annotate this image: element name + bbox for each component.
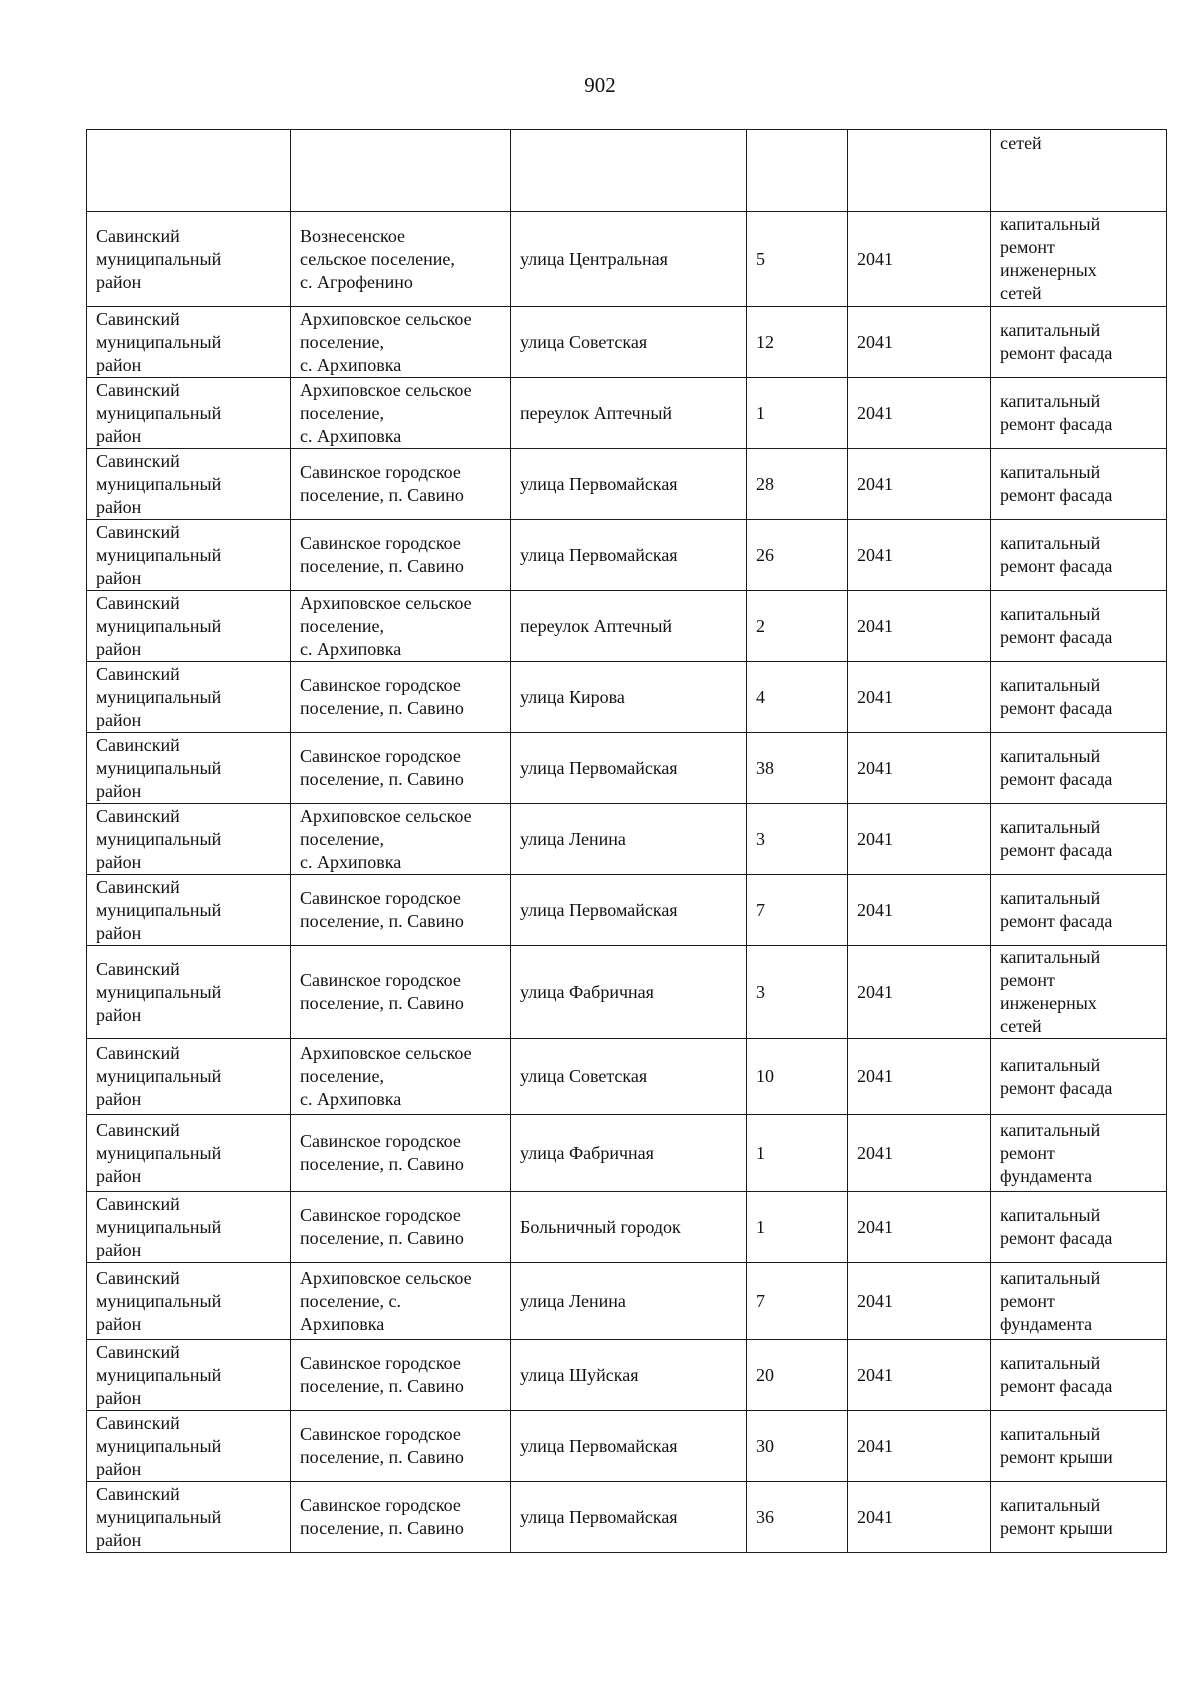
house-number-cell-text: 1 [756, 1142, 765, 1163]
year-cell-text: 2041 [857, 1435, 893, 1456]
work-type-cell [991, 662, 1167, 733]
year-cell [848, 662, 991, 733]
year-cell [848, 733, 991, 804]
district-cell [87, 212, 291, 307]
house-number-cell [747, 1039, 848, 1115]
settlement-cell [291, 1192, 511, 1263]
year-cell [848, 946, 991, 1039]
house-number-cell [747, 591, 848, 662]
work-type-cell-text: капитальный ремонт фасада [1000, 1205, 1113, 1248]
street-cell [511, 520, 747, 591]
house-number-cell-text: 26 [756, 544, 774, 565]
year-cell-text: 2041 [857, 1364, 893, 1385]
settlement-cell-text: Савинское городское поселение, п. Савино [300, 888, 464, 931]
table-row [87, 875, 1167, 946]
house-number-cell [747, 875, 848, 946]
page-number: 902 [584, 73, 616, 97]
work-type-cell [991, 591, 1167, 662]
year-cell [848, 130, 991, 212]
street-cell [511, 130, 747, 212]
district-cell [87, 1192, 291, 1263]
year-cell [848, 875, 991, 946]
district-cell [87, 520, 291, 591]
year-cell [848, 1482, 991, 1553]
house-number-cell [747, 804, 848, 875]
work-type-cell-text: капитальный ремонт инженерных сетей [1000, 947, 1101, 1036]
house-number-cell-text: 7 [756, 1290, 765, 1311]
work-type-cell [991, 733, 1167, 804]
street-cell-text: улица Кирова [520, 686, 625, 707]
work-type-cell-text: капитальный ремонт фасада [1000, 675, 1113, 718]
settlement-cell-text: Савинское городское поселение, п. Савино [300, 1495, 464, 1538]
district-cell-text: Савинский муниципальный район [96, 958, 222, 1025]
work-type-cell [991, 212, 1167, 307]
house-number-cell-text: 3 [756, 981, 765, 1002]
work-type-cell [991, 1340, 1167, 1411]
work-type-cell [991, 130, 1167, 212]
district-cell-text: Савинский муниципальный район [96, 1341, 222, 1408]
work-type-cell-text: капитальный ремонт фасада [1000, 746, 1113, 789]
street-cell [511, 875, 747, 946]
house-number-cell-text: 36 [756, 1506, 774, 1527]
street-cell-text: Больничный городок [520, 1216, 681, 1237]
district-cell-text: Савинский муниципальный район [96, 1483, 222, 1550]
house-number-cell-text: 3 [756, 828, 765, 849]
year-cell-text: 2041 [857, 1290, 893, 1311]
work-type-cell [991, 1411, 1167, 1482]
district-cell-text: Савинский муниципальный район [96, 1043, 222, 1109]
table-row [87, 662, 1167, 733]
work-type-cell [991, 378, 1167, 449]
street-cell-text: улица Первомайская [520, 1435, 678, 1456]
year-cell-text: 2041 [857, 473, 893, 494]
settlement-cell [291, 662, 511, 733]
street-cell [511, 1263, 747, 1340]
street-cell-text: улица Первомайская [520, 1506, 678, 1527]
settlement-cell [291, 733, 511, 804]
street-cell-text: улица Фабричная [520, 1142, 654, 1163]
table-row [87, 946, 1167, 1039]
settlement-cell-text: Савинское городское поселение, п. Савино [300, 1424, 464, 1467]
work-type-cell [991, 1263, 1167, 1340]
settlement-cell [291, 130, 511, 212]
settlement-cell-text: Савинское городское поселение, п. Савино [300, 746, 464, 789]
street-cell [511, 662, 747, 733]
year-cell-text: 2041 [857, 248, 893, 269]
work-type-cell-text: капитальный ремонт фасада [1000, 462, 1113, 505]
district-cell-text: Савинский муниципальный район [96, 592, 222, 659]
district-cell [87, 804, 291, 875]
district-cell [87, 307, 291, 378]
year-cell-text: 2041 [857, 1142, 893, 1163]
table-row [87, 378, 1167, 449]
house-number-cell [747, 520, 848, 591]
work-type-cell [991, 520, 1167, 591]
table-row [87, 520, 1167, 591]
house-number-cell [747, 946, 848, 1039]
street-cell-text: улица Первомайская [520, 899, 678, 920]
district-cell-text: Савинский муниципальный район [96, 1412, 222, 1479]
settlement-cell-text: Савинское городское поселение, п. Савино [300, 675, 464, 718]
district-cell [87, 1115, 291, 1192]
year-cell-text: 2041 [857, 828, 893, 849]
year-cell [848, 591, 991, 662]
settlement-cell [291, 1115, 511, 1192]
house-number-cell [747, 1192, 848, 1263]
work-type-cell-text: капитальный ремонт крыши [1000, 1495, 1113, 1538]
street-cell [511, 591, 747, 662]
settlement-cell-text: Вознесенское сельское поселение, с. Агрофенино [300, 225, 455, 292]
house-number-cell-text: 28 [756, 473, 774, 494]
table-row [87, 130, 1167, 212]
street-cell-text: улица Первомайская [520, 473, 678, 494]
work-type-cell [991, 1039, 1167, 1115]
district-cell-text: Савинский муниципальный район [96, 1193, 222, 1260]
district-cell [87, 662, 291, 733]
year-cell-text: 2041 [857, 615, 893, 636]
work-type-cell [991, 1482, 1167, 1553]
district-cell-text: Савинский муниципальный район [96, 1267, 222, 1334]
settlement-cell-text: Савинское городское поселение, п. Савино [300, 1353, 464, 1396]
street-cell [511, 449, 747, 520]
district-cell [87, 1482, 291, 1553]
district-cell-text: Савинский муниципальный район [96, 521, 222, 588]
district-cell-text: Савинский муниципальный район [96, 308, 222, 375]
district-cell [87, 1340, 291, 1411]
house-number-cell [747, 307, 848, 378]
house-number-cell [747, 212, 848, 307]
street-cell [511, 1192, 747, 1263]
year-cell-text: 2041 [857, 544, 893, 565]
district-cell [87, 1039, 291, 1115]
work-type-cell-text: капитальный ремонт фасада [1000, 888, 1113, 931]
settlement-cell [291, 591, 511, 662]
year-cell-text: 2041 [857, 331, 893, 352]
street-cell [511, 378, 747, 449]
district-cell-text: Савинский муниципальный район [96, 805, 222, 872]
work-type-cell [991, 946, 1167, 1039]
house-number-cell-text: 30 [756, 1435, 774, 1456]
street-cell-text: улица Ленина [520, 828, 626, 849]
settlement-cell [291, 946, 511, 1039]
work-type-cell-text: капитальный ремонт крыши [1000, 1424, 1113, 1467]
street-cell [511, 804, 747, 875]
year-cell [848, 307, 991, 378]
street-cell [511, 1411, 747, 1482]
district-cell [87, 946, 291, 1039]
year-cell-text: 2041 [857, 686, 893, 707]
house-number-cell-text: 5 [756, 248, 765, 269]
district-cell [87, 591, 291, 662]
district-cell-text: Савинский муниципальный район [96, 450, 222, 517]
street-cell [511, 212, 747, 307]
street-cell-text: улица Советская [520, 331, 648, 352]
settlement-cell [291, 307, 511, 378]
work-type-cell [991, 1115, 1167, 1192]
settlement-cell [291, 804, 511, 875]
table-row [87, 1115, 1167, 1192]
year-cell [848, 1192, 991, 1263]
table-row [87, 1340, 1167, 1411]
year-cell-text: 2041 [857, 1506, 893, 1527]
settlement-cell [291, 1340, 511, 1411]
house-number-cell-text: 10 [756, 1066, 774, 1086]
house-number-cell [747, 449, 848, 520]
work-type-cell-text: капитальный ремонт фасада [1000, 533, 1113, 576]
street-cell-text: улица Центральная [520, 248, 668, 269]
district-cell-text: Савинский муниципальный район [96, 1119, 222, 1186]
table-row [87, 1411, 1167, 1482]
street-cell [511, 733, 747, 804]
house-number-cell [747, 1263, 848, 1340]
settlement-cell [291, 875, 511, 946]
house-number-cell-text: 1 [756, 1216, 765, 1237]
house-number-cell-text: 2 [756, 615, 765, 636]
settlement-cell [291, 212, 511, 307]
year-cell-text: 2041 [857, 402, 893, 423]
settlement-cell [291, 520, 511, 591]
district-cell [87, 875, 291, 946]
district-cell [87, 1263, 291, 1340]
district-cell [87, 130, 291, 212]
house-number-cell [747, 662, 848, 733]
street-cell [511, 1039, 747, 1115]
work-type-cell-text: капитальный ремонт фундамента [1000, 1267, 1101, 1334]
street-cell [511, 307, 747, 378]
settlement-cell-text: Архиповское сельское поселение, с. Архиповка [300, 1267, 472, 1334]
work-type-cell-text: капитальный ремонт фасада [1000, 817, 1113, 860]
table-row [87, 804, 1167, 875]
district-cell [87, 1411, 291, 1482]
house-number-cell [747, 1340, 848, 1411]
year-cell [848, 1039, 991, 1115]
house-number-cell-text: 38 [756, 757, 774, 778]
year-cell-text: 2041 [857, 757, 893, 778]
year-cell [848, 1263, 991, 1340]
house-number-cell [747, 733, 848, 804]
year-cell [848, 212, 991, 307]
street-cell [511, 1482, 747, 1553]
district-cell-text: Савинский муниципальный район [96, 734, 222, 801]
house-number-cell-text: 20 [756, 1364, 774, 1385]
settlement-cell [291, 1411, 511, 1482]
table-body [87, 130, 1167, 1553]
settlement-cell-text: Савинское городское поселение, п. Савино [300, 462, 464, 505]
street-cell-text: улица Первомайская [520, 757, 678, 778]
settlement-cell [291, 378, 511, 449]
settlement-cell-text: Архиповское сельское поселение, с. Архиповка [300, 592, 472, 659]
table-row [87, 1482, 1167, 1553]
year-cell [848, 449, 991, 520]
district-cell-text: Савинский муниципальный район [96, 379, 222, 446]
district-cell [87, 733, 291, 804]
settlement-cell-text: Савинское городское поселение, п. Савино [300, 1131, 464, 1174]
street-cell [511, 1115, 747, 1192]
house-number-cell [747, 378, 848, 449]
street-cell-text: улица Шуйская [520, 1364, 639, 1385]
settlement-cell-text: Савинское городское поселение, п. Савино [300, 970, 464, 1013]
year-cell [848, 520, 991, 591]
district-cell [87, 378, 291, 449]
settlement-cell-text: Архиповское сельское поселение, с. Архиповка [300, 1043, 472, 1109]
street-cell [511, 1340, 747, 1411]
year-cell-text: 2041 [857, 1216, 893, 1237]
settlement-cell-text: Савинское городское поселение, п. Савино [300, 533, 464, 576]
street-cell-text: переулок Аптечный [520, 402, 673, 423]
work-type-cell [991, 1192, 1167, 1263]
work-type-cell-text: капитальный ремонт фасада [1000, 391, 1113, 434]
settlement-cell-text: Савинское городское поселение, п. Савино [300, 1205, 464, 1248]
year-cell-text: 2041 [857, 981, 893, 1002]
street-cell-text: улица Ленина [520, 1290, 626, 1311]
work-type-cell-text: капитальный ремонт фасада [1000, 1054, 1113, 1098]
street-cell-text: улица Советская [520, 1066, 648, 1086]
table-row [87, 449, 1167, 520]
street-cell-text: улица Фабричная [520, 981, 654, 1002]
district-cell-text: Савинский муниципальный район [96, 876, 222, 943]
work-type-cell [991, 875, 1167, 946]
table-row [87, 1192, 1167, 1263]
year-cell [848, 1340, 991, 1411]
work-type-cell-text: капитальный ремонт фасада [1000, 320, 1113, 363]
house-number-cell [747, 1482, 848, 1553]
street-cell-text: переулок Аптечный [520, 615, 673, 636]
table-row [87, 212, 1167, 307]
settlement-cell [291, 1482, 511, 1553]
district-cell-text: Савинский муниципальный район [96, 225, 222, 292]
work-type-cell [991, 307, 1167, 378]
settlement-cell-text: Архиповское сельское поселение, с. Архиповка [300, 379, 472, 446]
table-row [87, 733, 1167, 804]
house-number-cell-text: 4 [756, 686, 765, 707]
work-type-cell-text: капитальный ремонт фасада [1000, 604, 1113, 647]
year-cell-text: 2041 [857, 1066, 893, 1086]
settlement-cell-text: Архиповское сельское поселение, с. Архиповка [300, 805, 472, 872]
street-cell [511, 946, 747, 1039]
year-cell [848, 378, 991, 449]
district-cell-text: Савинский муниципальный район [96, 663, 222, 730]
work-type-cell-text: капитальный ремонт инженерных сетей [1000, 214, 1101, 303]
work-type-cell [991, 804, 1167, 875]
year-cell [848, 1411, 991, 1482]
house-number-cell [747, 1115, 848, 1192]
table-row [87, 1263, 1167, 1340]
settlement-cell [291, 449, 511, 520]
settlement-cell-text: Архиповское сельское поселение, с. Архиповка [300, 308, 472, 375]
table-row [87, 591, 1167, 662]
work-type-cell [991, 449, 1167, 520]
house-number-cell [747, 1411, 848, 1482]
house-number-cell-text: 7 [756, 899, 765, 920]
district-cell [87, 449, 291, 520]
table-row [87, 307, 1167, 378]
year-cell [848, 1115, 991, 1192]
work-type-cell-text: капитальный ремонт фасада [1000, 1353, 1113, 1396]
house-number-cell-text: 1 [756, 402, 765, 423]
house-number-cell-text: 12 [756, 331, 774, 352]
year-cell [848, 804, 991, 875]
house-number-cell [747, 130, 848, 212]
work-type-cell-text: сетей [1000, 133, 1042, 153]
settlement-cell [291, 1263, 511, 1340]
street-cell-text: улица Первомайская [520, 544, 678, 565]
table-row [87, 1039, 1167, 1115]
repair-schedule-table [86, 129, 1167, 1553]
year-cell-text: 2041 [857, 899, 893, 920]
work-type-cell-text: капитальный ремонт фундамента [1000, 1119, 1101, 1186]
settlement-cell [291, 1039, 511, 1115]
